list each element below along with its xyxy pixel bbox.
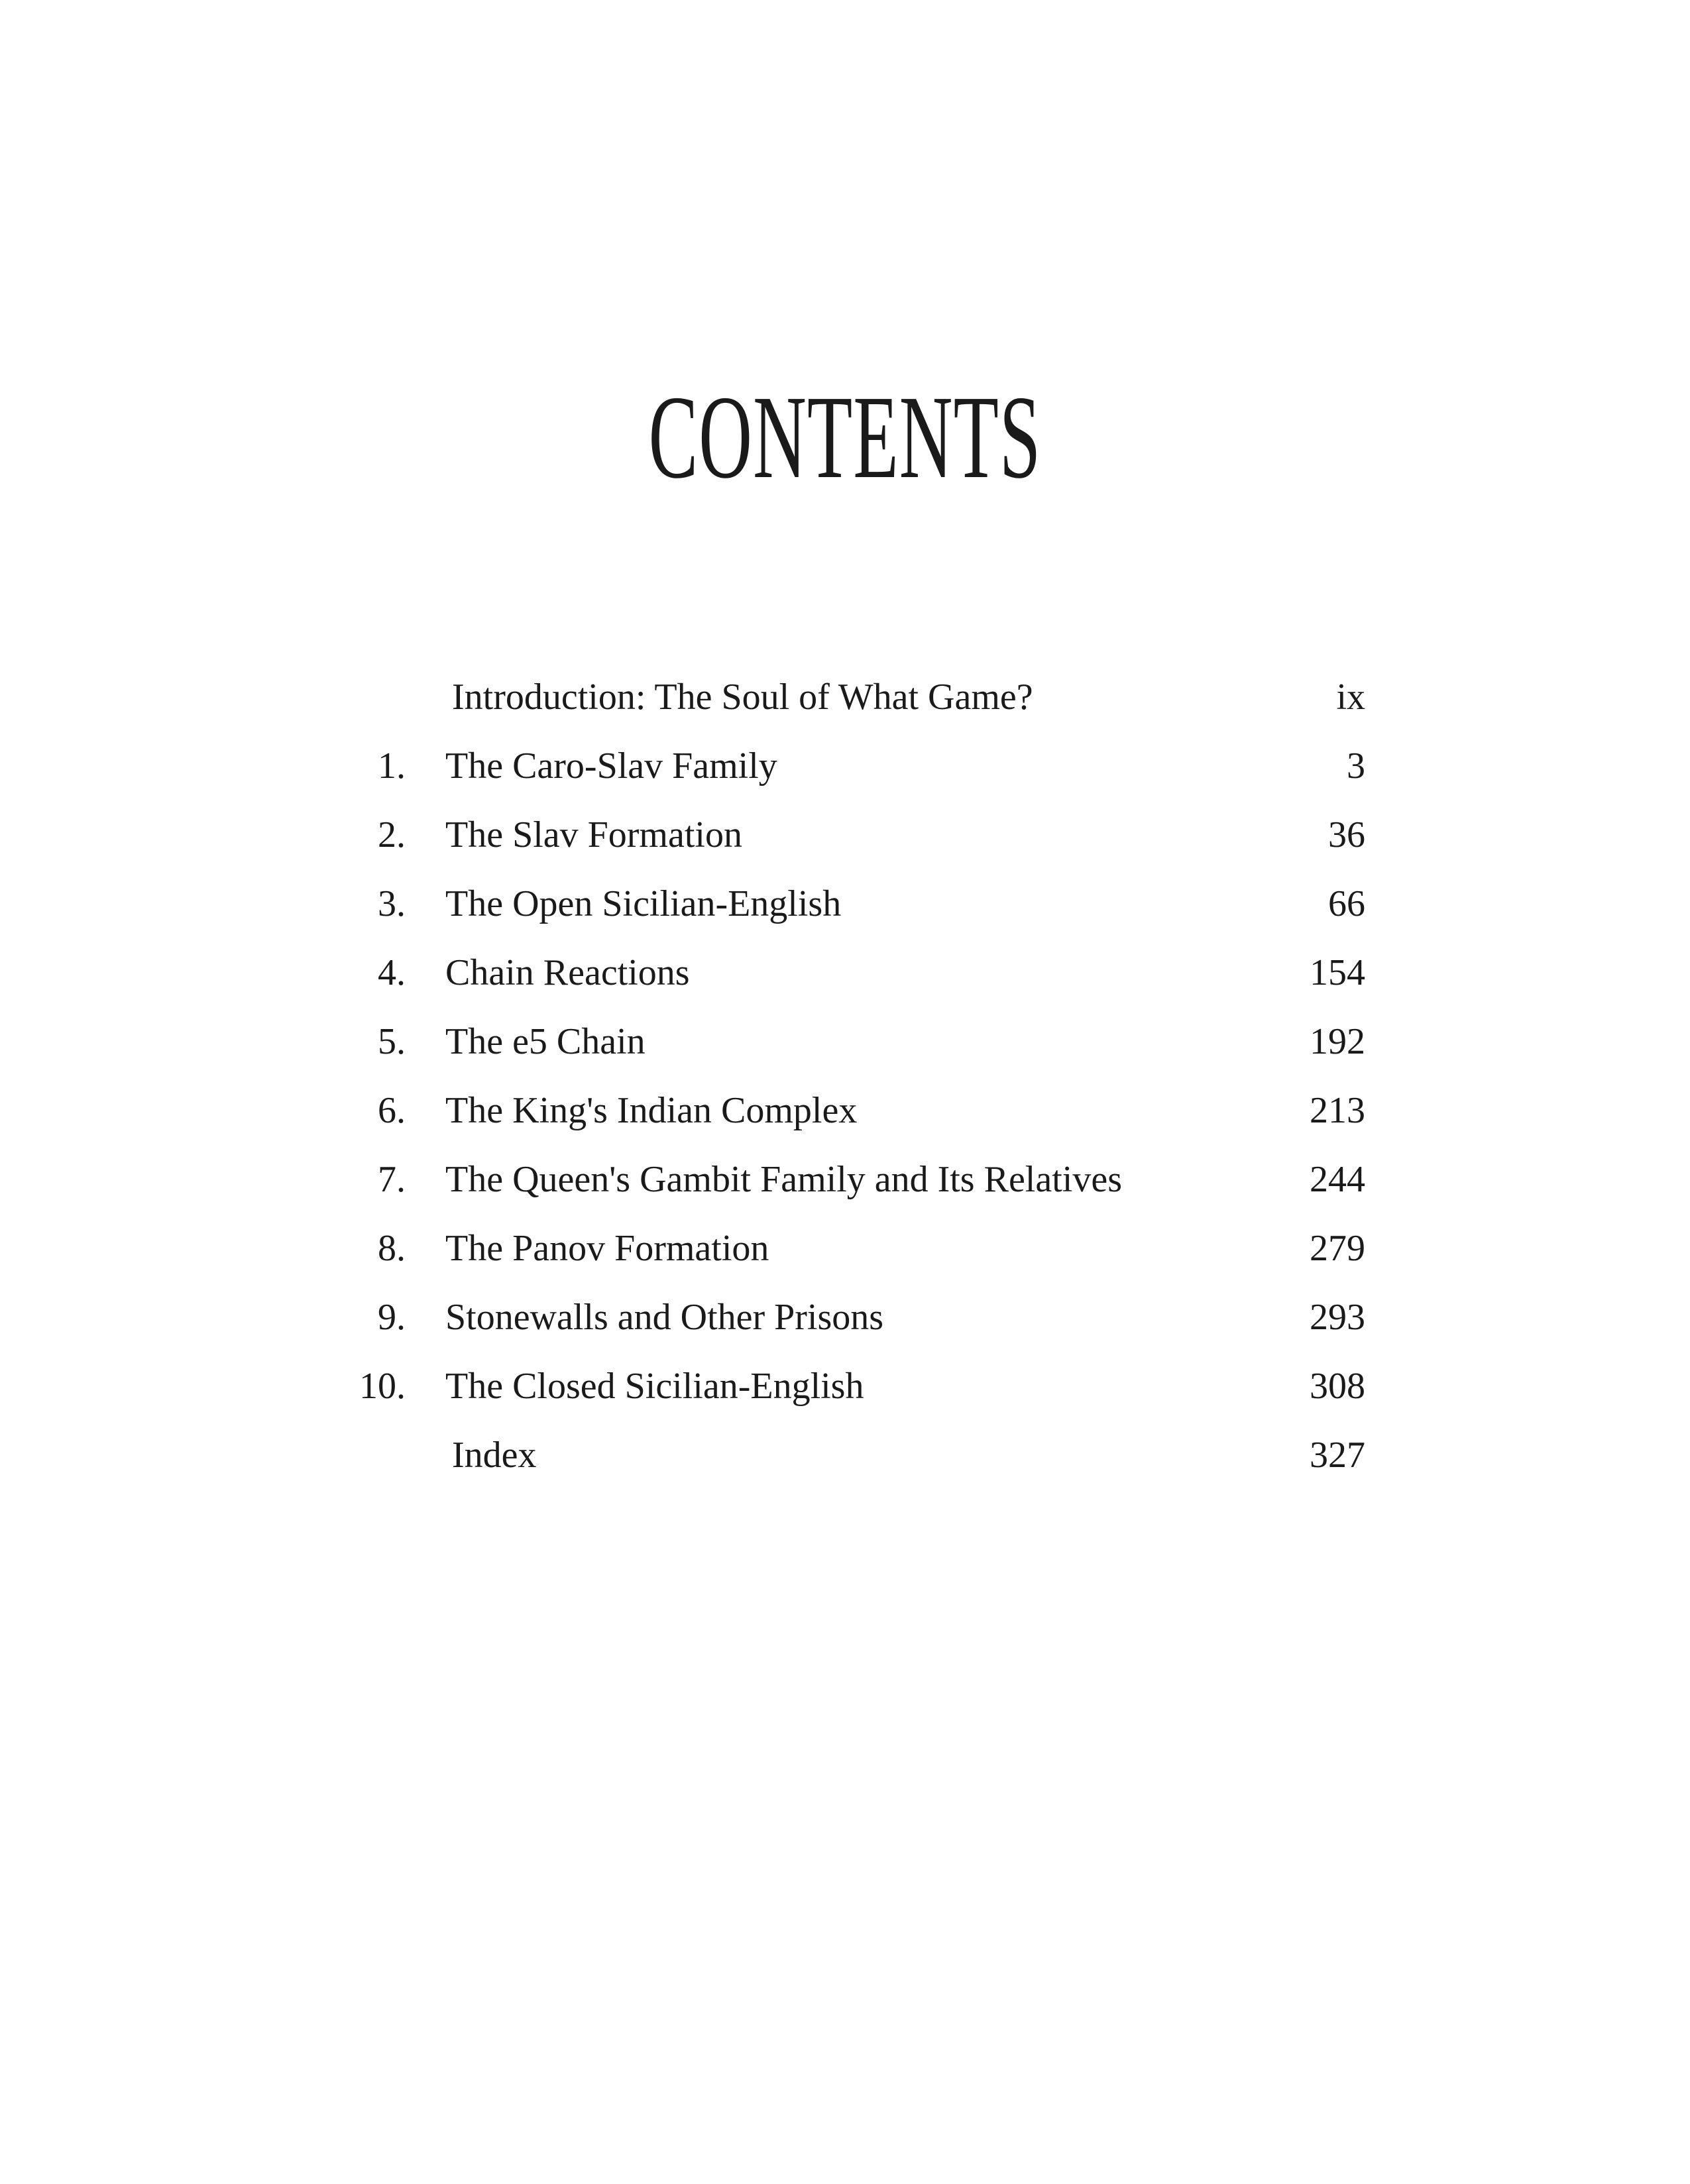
toc-entry-page: 36 (1328, 814, 1365, 855)
toc-entry-introduction (345, 663, 1365, 732)
toc-entry-page: 244 (1310, 1159, 1365, 1200)
toc-entry-number: 10. (359, 1366, 406, 1407)
toc-entry-index (345, 1421, 1365, 1490)
toc-entry-page: 327 (1310, 1435, 1365, 1476)
toc-entry-title: The Queen's Gambit Family and Its Relatives (445, 1159, 1122, 1200)
toc-entry-chapter-3 (345, 869, 1365, 938)
toc-entry-number: 4. (378, 952, 406, 993)
toc-entry-title: The Panov Formation (445, 1228, 769, 1269)
toc-entry-page: 213 (1310, 1090, 1365, 1131)
toc-entry-title: The Slav Formation (445, 814, 742, 855)
toc-entry-number: 6. (378, 1090, 406, 1131)
toc-entry-title: Introduction: The Soul of What Game? (452, 677, 1033, 718)
toc-entry-page: 293 (1310, 1297, 1365, 1338)
toc-entry-title: Chain Reactions (445, 952, 690, 993)
toc-entry-title: The Caro-Slav Family (445, 745, 777, 787)
toc-entry-title: The King's Indian Complex (445, 1090, 858, 1131)
toc-entry-number: 8. (378, 1228, 406, 1269)
toc-entry-page: 308 (1310, 1366, 1365, 1407)
toc-entry-title: Index (452, 1435, 537, 1476)
toc-entry-title: The e5 Chain (445, 1021, 646, 1062)
toc-entry-chapter-10 (345, 1352, 1365, 1421)
toc-entry-page: ix (1336, 677, 1365, 718)
toc-entry-number: 7. (378, 1159, 406, 1200)
toc-entry-chapter-2 (345, 800, 1365, 869)
toc-entry-title: The Open Sicilian-English (445, 883, 842, 924)
toc-entry-chapter-1 (345, 732, 1365, 800)
toc-entry-chapter-5 (345, 1007, 1365, 1076)
toc-entry-chapter-9 (345, 1283, 1365, 1352)
toc-entry-number: 5. (378, 1021, 406, 1062)
toc-entry-title: Stonewalls and Other Prisons (445, 1297, 884, 1338)
toc-entry-chapter-8 (345, 1214, 1365, 1283)
toc-entry-page: 192 (1310, 1021, 1365, 1062)
toc-entry-page: 279 (1310, 1228, 1365, 1269)
toc-entry-number: 2. (378, 814, 406, 855)
toc-entry-title: The Closed Sicilian-English (445, 1366, 864, 1407)
toc-entry-page: 154 (1310, 952, 1365, 993)
toc-entry-chapter-6 (345, 1076, 1365, 1145)
toc-entry-page: 66 (1328, 883, 1365, 924)
toc-entry-chapter-7 (345, 1145, 1365, 1214)
page-title: CONTENTS (648, 371, 1042, 503)
toc-entry-page: 3 (1347, 745, 1365, 787)
toc-entry-number: 3. (378, 883, 406, 924)
toc-entry-number: 9. (378, 1297, 406, 1338)
toc-entry-chapter-4 (345, 938, 1365, 1007)
toc-entry-number: 1. (378, 745, 406, 787)
